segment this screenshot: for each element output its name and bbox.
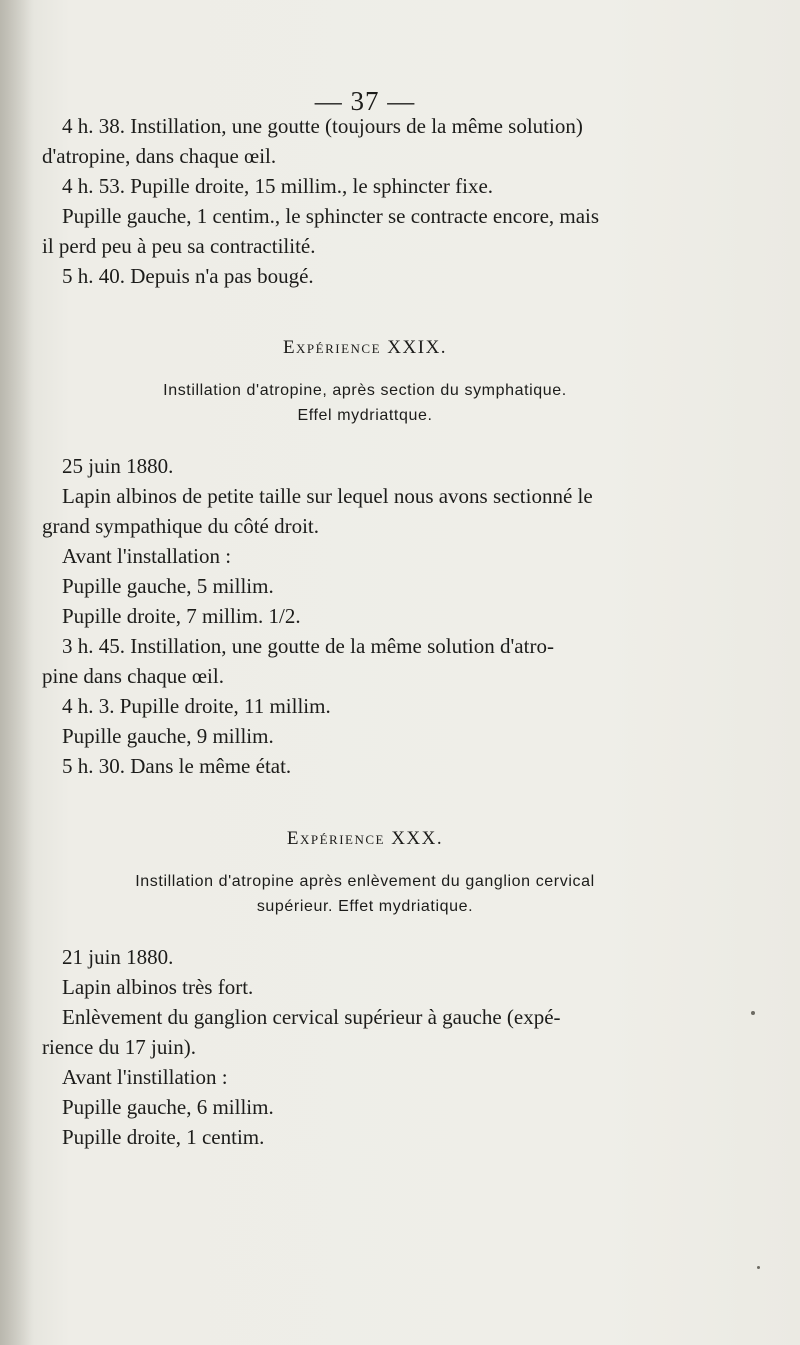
- intro-line-3: 4 h. 53. Pupille droite, 15 millim., le sphincter fixe.: [62, 174, 494, 198]
- experience-29-line-9: 4 h. 3. Pupille droite, 11 millim.: [62, 694, 331, 718]
- experience-29-line-11: 5 h. 30. Dans le même état.: [62, 754, 292, 778]
- experience-30-line-4: rience du 17 juin).: [42, 1035, 196, 1059]
- experience-29-line-2: Lapin albinos de petite taille sur lequel nous avons sectionné le: [62, 484, 593, 508]
- experience-30-line-6: Pupille gauche, 6 millim.: [62, 1095, 274, 1119]
- experience-29-line-7: 3 h. 45. Instillation, une goutte de la même solution d'atro-: [62, 634, 554, 658]
- page-number: — 37 —: [314, 86, 416, 116]
- experience-29-title: Expérience XXIX.: [282, 337, 448, 358]
- experience-29-line-10: Pupille gauche, 9 millim.: [62, 724, 274, 748]
- experience-29-subtitle-2: Effel mydriattque.: [297, 407, 433, 424]
- experience-30-line-1: 21 juin 1880.: [62, 945, 174, 969]
- experience-30-title: Expérience XXX.: [286, 828, 444, 849]
- paper-speck: [757, 1266, 760, 1269]
- experience-29-line-1: 25 juin 1880.: [62, 454, 174, 478]
- experience-30-line-5: Avant l'instillation :: [62, 1065, 228, 1089]
- experience-30-line-7: Pupille droite, 1 centim.: [62, 1125, 265, 1149]
- page-gutter-shadow: [0, 0, 34, 1345]
- experience-29-line-3: grand sympathique du côté droit.: [42, 514, 320, 538]
- experience-30-line-2: Lapin albinos très fort.: [62, 975, 254, 999]
- experience-29-subtitle-1: Instillation d'atropine, après section du symphatique.: [163, 382, 567, 399]
- intro-line-5: il perd peu à peu sa contractilité.: [42, 234, 316, 258]
- paper-speck: [751, 1011, 755, 1015]
- intro-line-4: Pupille gauche, 1 centim., le sphincter se contracte encore, mais: [62, 204, 600, 228]
- experience-29-line-4: Avant l'installation :: [62, 544, 232, 568]
- intro-line-1: 4 h. 38. Instillation, une goutte (toujours de la même solution): [62, 114, 583, 138]
- experience-29-line-8: pine dans chaque œil.: [42, 664, 224, 688]
- experience-30-subtitle-1: Instillation d'atropine après enlèvement du ganglion cervical: [135, 873, 595, 890]
- experience-29-line-6: Pupille droite, 7 millim. 1/2.: [62, 604, 301, 628]
- experience-30-subtitle-2: supérieur. Effet mydriatique.: [256, 898, 474, 915]
- intro-line-6: 5 h. 40. Depuis n'a pas bougé.: [62, 264, 314, 288]
- experience-29-line-5: Pupille gauche, 5 millim.: [62, 574, 274, 598]
- experience-30-line-3: Enlèvement du ganglion cervical supérieur à gauche (expé-: [62, 1005, 561, 1029]
- intro-line-2: d'atropine, dans chaque œil.: [42, 144, 277, 168]
